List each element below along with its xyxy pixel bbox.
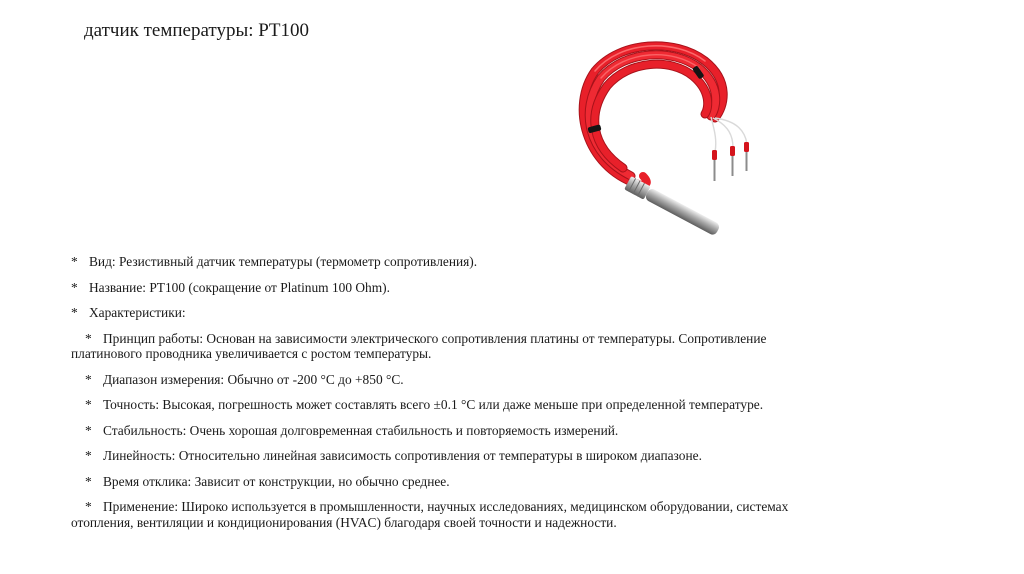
- pt100-sensor-image: [565, 36, 750, 254]
- sub-bullet-item-principle: [71, 331, 831, 362]
- bullet-item-name: [71, 280, 831, 296]
- bullet-text: Время отклика: Зависит от конструкции, но обычно среднее.: [103, 473, 450, 489]
- bullet-list: [71, 254, 831, 540]
- bullet-text: Диапазон измерения: Обычно от -200 °C до +850 °C.: [103, 371, 404, 387]
- sub-bullet-item-linearity: [71, 448, 831, 464]
- bullet-text: Характеристики:: [89, 305, 186, 320]
- bullet-marker: *: [71, 254, 78, 269]
- bullet-text: Принцип работы: Основан на зависимости электрического сопротивления платины от температуры. Сопротивление платинового проводника увеличивается с ростом температуры.: [71, 330, 767, 361]
- bullet-text: Вид: Резистивный датчик температуры (термометр сопротивления).: [89, 254, 478, 269]
- bullet-item-type: [71, 254, 831, 270]
- sub-bullet-item-application: [71, 499, 831, 530]
- sub-bullet-item-accuracy: [71, 397, 831, 413]
- bullet-marker: *: [85, 330, 92, 346]
- sub-bullet-item-response-time: [71, 474, 831, 490]
- bullet-marker: *: [85, 448, 92, 463]
- bullet-text: Точность: Высокая, погрешность может составлять всего ±0.1 °C или даже меньше при определенной температуре.: [103, 397, 764, 412]
- bullet-text: Линейность: Относительно линейная зависимость сопротивления от температуры в широком диапазоне.: [103, 448, 702, 463]
- bullet-marker: *: [85, 473, 92, 489]
- bullet-marker: *: [85, 499, 92, 514]
- sub-bullet-item-range: [71, 372, 831, 388]
- bullet-item-characteristics: [71, 305, 831, 321]
- bullet-marker: *: [85, 397, 92, 412]
- bullet-marker: *: [71, 279, 78, 295]
- bullet-marker: *: [71, 305, 78, 320]
- slide-title: датчик температуры: PT100: [84, 20, 309, 41]
- bullet-marker: *: [85, 422, 92, 438]
- sub-bullet-item-stability: [71, 423, 831, 439]
- bullet-marker: *: [85, 371, 92, 387]
- bullet-text: Применение: Широко используется в промышленности, научных исследованиях, медицинском оборудовании, системах отопления, вентиляции и кондиционирования (HVAC) благодаря своей точности и надежности.: [71, 499, 789, 530]
- bullet-text: Стабильность: Очень хорошая долговременная стабильность и повторяемость измерений.: [103, 422, 619, 438]
- bullet-text: Название: PT100 (сокращение от Platinum 100 Ohm).: [89, 279, 390, 295]
